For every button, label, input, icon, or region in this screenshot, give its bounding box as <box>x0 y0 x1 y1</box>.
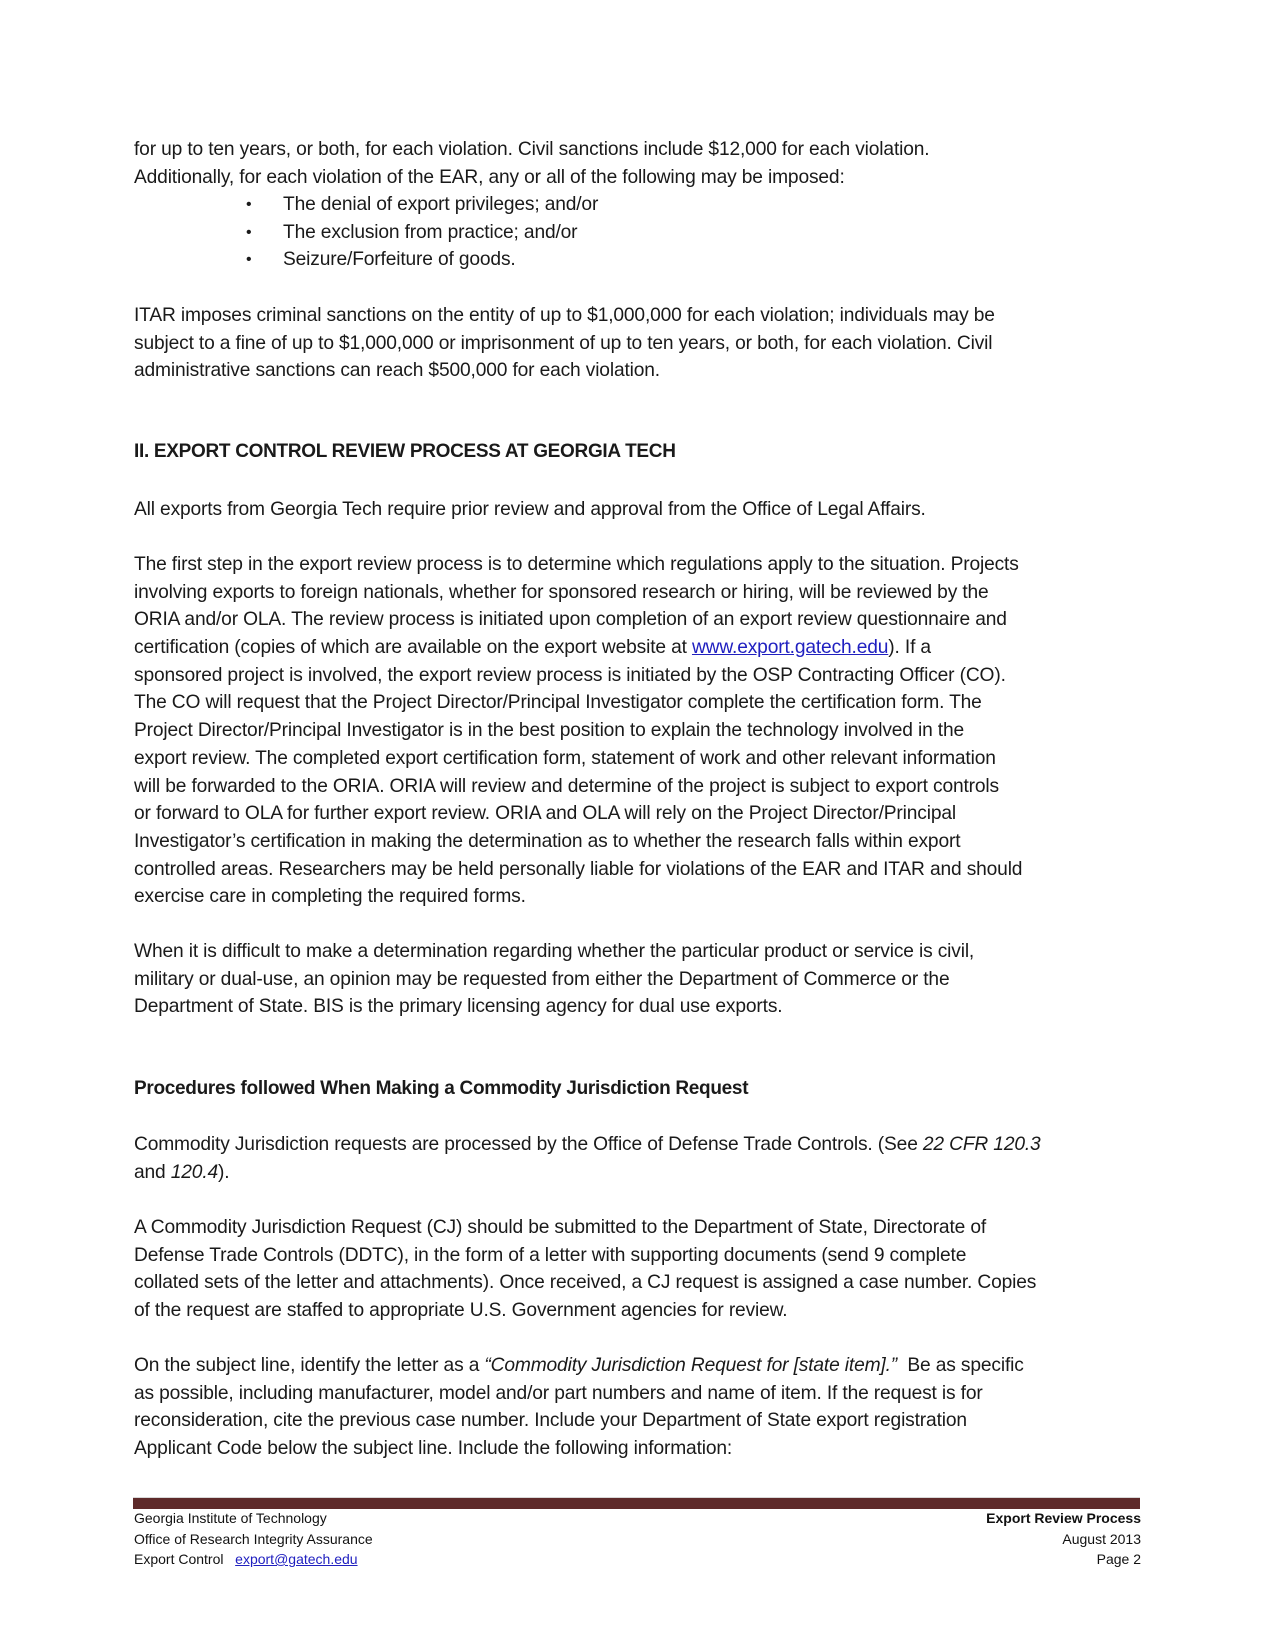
footer-date: August 2013 <box>1062 1530 1141 1547</box>
paragraph-cj-processed <box>134 1131 1144 1186</box>
paragraph-all-exports <box>134 496 1144 524</box>
footer-doc-title: Export Review Process <box>986 1510 1141 1526</box>
footer-institution: Georgia Institute of Technology <box>134 1510 327 1526</box>
text-line: A Commodity Jurisdiction Request (CJ) should be submitted to the Department of State, Directorate of <box>134 1217 987 1238</box>
paragraph-determination <box>134 938 1144 1021</box>
text-line: Investigator’s certification in making the determination as to whether the research falls within export <box>134 830 961 852</box>
section-heading: II. EXPORT CONTROL REVIEW PROCESS AT GEORGIA TECH <box>134 441 676 462</box>
footer-office: Office of Research Integrity Assurance <box>134 1530 373 1547</box>
text-line: The CO will request that the Project Director/Principal Investigator complete the certification form. The <box>134 692 982 714</box>
paragraph-ear-penalties <box>134 136 1144 191</box>
bullet-icon: • <box>246 223 252 241</box>
text-line: military or dual-use, an opinion may be requested from either the Department of Commerce or the <box>134 968 950 990</box>
text-line: Additionally, for each violation of the EAR, any or all of the following may be imposed: <box>134 166 845 188</box>
text-line: controlled areas. Researchers may be held personally liable for violations of the EAR and ITAR and should <box>134 858 1023 880</box>
paragraph-cj-submit <box>134 1214 1144 1325</box>
text-line: will be forwarded to the ORIA. ORIA will review and determine of the project is subject to export controls <box>134 775 999 797</box>
text-line: The first step in the export review process is to determine which regulations apply to the situation. Projects <box>134 554 1019 575</box>
text-line: exercise care in completing the required forms. <box>134 886 526 908</box>
text-line: ORIA and/or OLA. The review process is initiated upon completion of an export review questionnaire and <box>134 609 1007 631</box>
text-line: for up to ten years, or both, for each violation. Civil sanctions include $12,000 for each violation. <box>134 139 930 160</box>
footer-page-number: Page 2 <box>1096 1551 1141 1567</box>
text-line: collated sets of the letter and attachments). Once received, a CJ request is assigned a case number. Copies <box>134 1272 1037 1294</box>
text-line: Commodity Jurisdiction requests are processed by the Office of Defense Trade Controls. (See 22 CFR 120.3 <box>134 1134 1041 1155</box>
text-line: ITAR imposes criminal sanctions on the entity of up to $1,000,000 for each violation; individuals may be <box>134 305 995 326</box>
text-line: Project Director/Principal Investigator is in the best position to explain the technology involved in the <box>134 720 965 742</box>
text-line: Department of State. BIS is the primary licensing agency for dual use exports. <box>134 996 783 1018</box>
text-line: administrative sanctions can reach $500,000 for each violation. <box>134 360 660 382</box>
text-line: All exports from Georgia Tech require prior review and approval from the Office of Legal Affairs. <box>134 499 926 520</box>
text-line: and 120.4). <box>134 1161 230 1183</box>
text-line: reconsideration, cite the previous case number. Include your Department of State export registration <box>134 1410 967 1432</box>
bullet-icon: • <box>246 251 252 269</box>
paragraph-review-process <box>134 551 1144 911</box>
text-line: involving exports to foreign nationals, whether for sponsored research or hiring, will be reviewed by the <box>134 581 989 603</box>
text-line: On the subject line, identify the letter as a “Commodity Jurisdiction Request for [state item].” Be as specific <box>134 1355 1024 1376</box>
export-website-link[interactable]: www.export.gatech.edu <box>691 637 889 659</box>
text-line: certification (copies of which are available on the export website at www.export.gatech.edu). If a <box>134 637 931 659</box>
paragraph-subject-line <box>134 1352 1144 1463</box>
footer-left <box>134 1508 373 1570</box>
footer-right <box>986 1508 1141 1570</box>
bullet-icon: • <box>246 196 252 213</box>
text-line: When it is difficult to make a determination regarding whether the particular product or service is civil, <box>134 941 975 962</box>
text-line: or forward to OLA for further export review. ORIA and OLA will rely on the Project Director/Principal <box>134 803 956 825</box>
text-line: Applicant Code below the subject line. Include the following information: <box>134 1438 733 1460</box>
text-line: Defense Trade Controls (DDTC), in the form of a letter with supporting documents (send 9 complete <box>134 1244 967 1266</box>
footer-contact <box>134 1549 373 1570</box>
footer-dept-label: Export Control <box>134 1551 224 1567</box>
footer-email-link[interactable]: export@gatech.edu <box>235 1551 358 1567</box>
text-line: export review. The completed export certification form, statement of work and other relevant information <box>134 747 996 769</box>
text-line: sponsored project is involved, the export review process is initiated by the OSP Contracting Officer (CO). <box>134 664 1006 686</box>
text-line: as possible, including manufacturer, model and/or part numbers and name of item. If the request is for <box>134 1382 983 1404</box>
paragraph-itar-penalties <box>134 302 1144 385</box>
subsection-heading: Procedures followed When Making a Commodity Jurisdiction Request <box>134 1078 749 1099</box>
text-line: subject to a fine of up to $1,000,000 or imprisonment of up to ten years, or both, for each violation. Civil <box>134 332 993 354</box>
text-line: of the request are staffed to appropriate U.S. Government agencies for review. <box>134 1300 788 1322</box>
document-page: for up to ten years, or both, for each violation. Civil sanctions include $12,000 for each violation. Additionally, for each violation of the EAR, any or all of the following may be imposed: • The denial of export privileges; and/or • The exclusion from practice; and/or • Seizure/Forfeiture of goods. ITAR imposes criminal sanctions on the entity of up to $1,000,000 for each violation; individuals may be subject to a fine of up to $1,000,000 or imprisonment of up to ten years, or both, for each violation. Civil administrative sanctions can reach $500,000 for each violation. II. EXPORT CONTROL REVIEW PROCESS AT GEORGIA TECH All exports from Georgia Tech require prior review and approval from the Office of Legal Affairs. The first step in the export review process is to determine which regulations apply to the situation. Projects involving exports to foreign nationals, whether for sponsored research or hiring, will be reviewed by the ORIA and/or OLA. The review process is initiated upon completion of an export review questionnaire and certification (copies of which are available on the export website at www.export.gatech.edu). If a sponsored project is involved, the export review process is initiated by the OSP Contracting Officer (CO). The CO will request that the Project Director/Principal Investigator complete the certification form. The Project Director/Principal Investigator is in the best position to explain the technology involved in the export review. The completed export certification form, statement of work and other relevant information will be forwarded to the ORIA. ORIA will review and determine of the project is subject to export controls or forward to OLA for further export review. ORIA and OLA will rely on the Project Director/Principal Investigator’s certification in making the determination as to whether the research falls within export controlled areas. Researchers may be held personally liable for violations of the EAR and ITAR and should exercise care in completing the required forms. When it is difficult to make a determination regarding whether the particular product or service is civil, military or dual-use, an opinion may be requested from either the Department of Commerce or the Department of State. BIS is the primary licensing agency for dual use exports. Procedures followed When Making a Commodity Jurisdiction Request Commodity Jurisdiction requests are processed by the Office of Defense Trade Controls. (See 22 CFR 120.3 and 120.4). A Commodity Jurisdiction Request (CJ) should be submitted to the Department of State, Directorate of Defense Trade Controls (DDTC), in the form of a letter with supporting documents (send 9 complete collated sets of the letter and attachments). Once received, a CJ request is assigned a case number. Copies of the request are staffed to appropriate U.S. Government agencies for review. On the subject line, identify the letter as a “Commodity Jurisdiction Request for [state item].” Be as specific as possible, including manufacturer, model and/or part numbers and name of item. If the request is for reconsideration, cite the previous case number. Include your Department of State export registration Applicant Code below the subject line. Include the following information: Georgia Institute of Technology Office of Research Integrity Assurance Export Control export@gatech.edu Export Review Process August 2013 Page 2 <box>0 0 1275 1650</box>
